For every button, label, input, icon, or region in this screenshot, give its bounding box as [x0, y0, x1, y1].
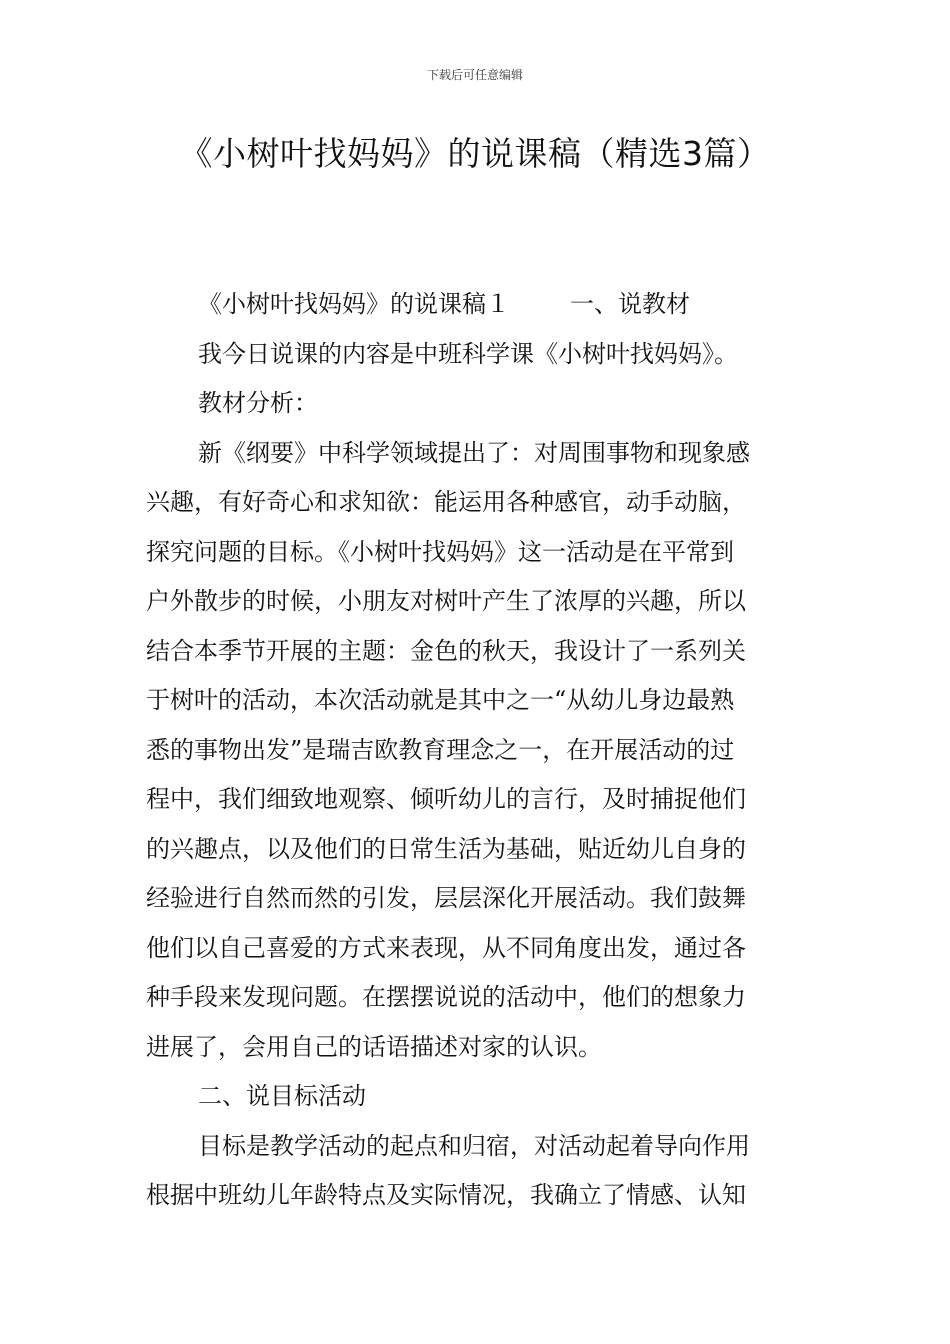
paragraph-line: 的兴趣点，以及他们的日常生活为基础，贴近幼儿自身的	[146, 834, 746, 863]
paragraph-line: 种手段来发现问题。在摆摆说说的活动中，他们的想象力	[146, 983, 746, 1011]
section-heading-mubiao: 二、说目标活动	[198, 1082, 366, 1110]
paragraph-line: 目标是教学活动的起点和归宿，对活动起着导向作用	[198, 1131, 750, 1160]
paragraph-line: 悉的事物出发”是瑞吉欧教育理念之一，在开展活动的过	[146, 735, 735, 764]
header-note: 下载后可任意编辑	[426, 68, 523, 82]
paragraph-line: 探究问题的目标。《小树叶找妈妈》这一活动是在平常到	[146, 537, 734, 566]
section-1-label: 《小树叶找妈妈》的说课稿１	[198, 290, 510, 318]
paragraph-line: 我今日说课的内容是中班科学课《小树叶找妈妈》。	[198, 339, 738, 368]
paragraph-line: 新《纲要》中科学领域提出了：对周围事物和现象感	[198, 438, 750, 467]
paragraph-line: 兴趣，有好奇心和求知欲：能运用各种感官，动手动脑，	[146, 488, 746, 516]
paragraph-line: 程中，我们细致地观察、倾听幼儿的言行，及时捕捉他们	[146, 785, 746, 813]
paragraph-line: 教材分析：	[198, 389, 318, 417]
paragraph-line: 进展了，会用自己的话语描述对家的认识。	[146, 1032, 602, 1061]
paragraph-line: 他们以自己喜爱的方式来表现，从不同角度出发，通过各	[146, 933, 746, 962]
paragraph-line: 于树叶的活动，本次活动就是其中之一“从幼儿身边最熟	[146, 686, 735, 714]
section-1-heading-line	[146, 280, 810, 330]
paragraph-line: 结合本季节开展的主题：金色的秋天，我设计了一系列关	[146, 636, 746, 665]
section-heading-jiaocai: 一、说教材	[570, 290, 690, 318]
paragraph-line: 经验进行自然而然的引发，层层深化开展活动。我们鼓舞	[146, 884, 746, 912]
paragraph-line: 根据中班幼儿年龄特点及实际情况，我确立了情感、认知	[146, 1181, 746, 1209]
document-title: 《小树叶找妈妈》的说课稿（精选3篇）	[179, 134, 771, 173]
document-body	[146, 280, 810, 1221]
paragraph-line: 户外散步的时候，小朋友对树叶产生了浓厚的兴趣，所以	[146, 587, 746, 615]
